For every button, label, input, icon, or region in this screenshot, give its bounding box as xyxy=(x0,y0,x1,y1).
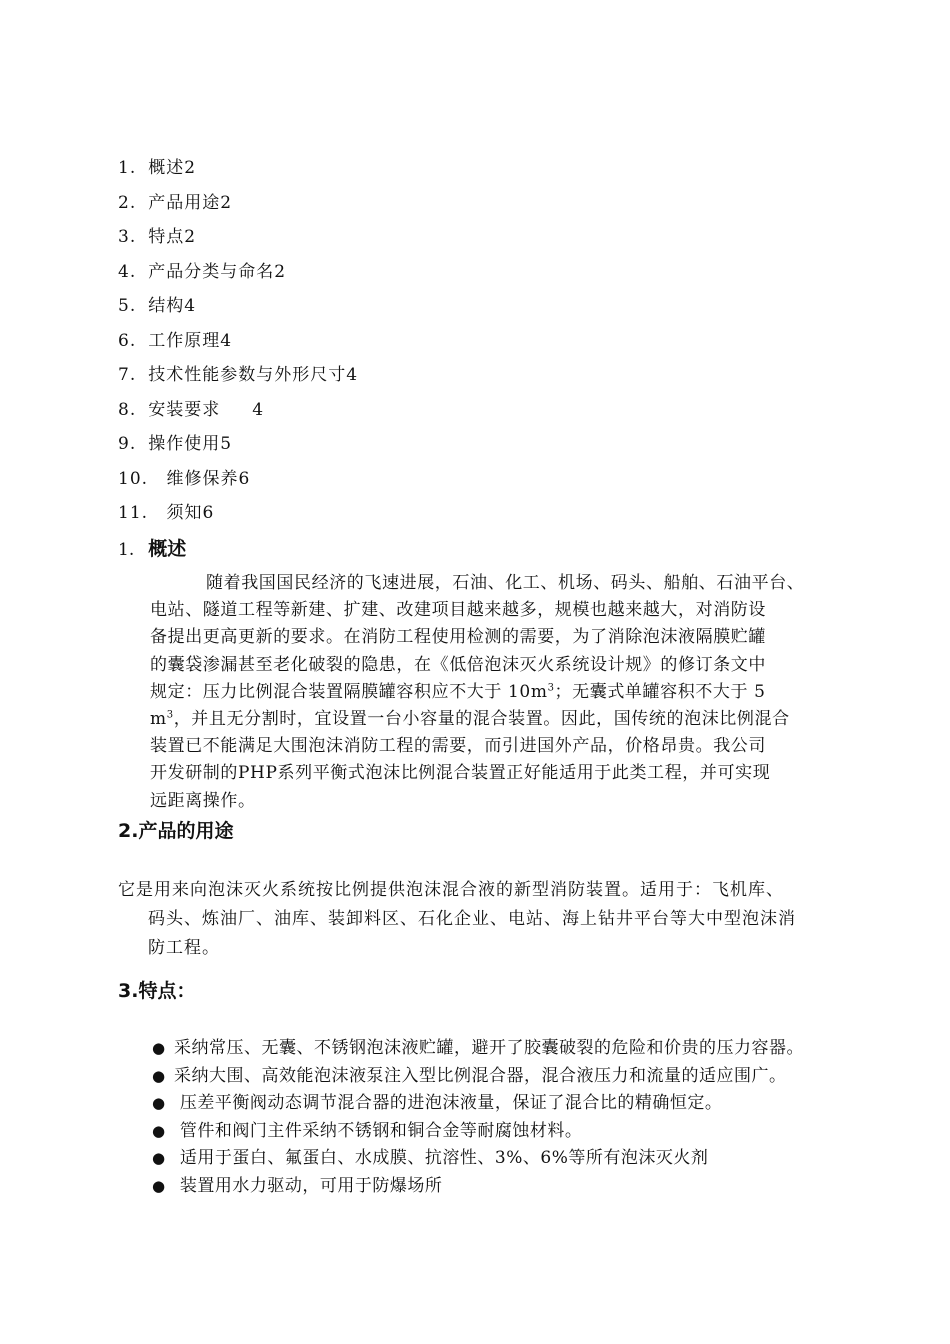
paragraph-line: ，并且无分割时，宜设置一台小容量的混合装置。因此，国传统的泡沫比例混合 xyxy=(173,708,790,729)
paragraph-line: 装置已不能满足大围泡沫消防工程的需要，而引进国外产品，价格昂贵。我公司 xyxy=(150,736,766,757)
section-title: 概述 xyxy=(148,538,187,560)
list-item-text: 管件和阀门主件采纳不锈钢和铜合金等耐腐蚀材料。 xyxy=(174,1120,583,1141)
feature-list xyxy=(152,1035,872,1200)
toc-item-label: 操作使用5 xyxy=(148,434,233,454)
bullet-icon: ● xyxy=(152,1094,166,1112)
section-number: 1. xyxy=(118,540,135,560)
paragraph-line: 的囊袋渗漏甚至老化破裂的隐患，在《低倍泡沫灭火系统设计规》的修订条文中 xyxy=(150,654,766,675)
paragraph-line: 远距离操作。 xyxy=(150,790,256,811)
superscript: 3 xyxy=(166,709,174,721)
usage-paragraph xyxy=(118,876,848,963)
paragraph-line: 电站、隧道工程等新建、扩建、改建项目越来越多，规模也越来越大，对消防设 xyxy=(150,600,766,621)
toc-item-number: 6. xyxy=(118,330,137,351)
paragraph-line: ；无囊式单罐容积不大于 5 xyxy=(554,681,766,702)
toc-item xyxy=(118,224,818,259)
toc-item-label: 须知6 xyxy=(160,503,215,523)
toc-item-number: 3. xyxy=(118,227,137,247)
bullet-icon: ● xyxy=(152,1176,166,1195)
bullet-icon: ● xyxy=(152,1121,166,1140)
toc-item-label: 概述2 xyxy=(148,158,197,178)
section-heading-features: 3.特点： xyxy=(118,980,196,1002)
toc-item-label: 特点2 xyxy=(148,227,197,247)
paragraph-line: 规定：压力比例混合装置隔膜罐容积应不大于 10m xyxy=(150,681,548,702)
toc-item xyxy=(118,259,818,294)
toc-item-label: 工作原理4 xyxy=(148,330,233,351)
toc-item-number: 2. xyxy=(118,192,137,213)
toc-item-label: 产品分类与命名2 xyxy=(148,261,287,282)
list-item-text: 适用于蛋白、氟蛋白、水成膜、抗溶性、3%、6%等所有泡沫灭火剂 xyxy=(174,1148,709,1168)
toc-item-number: 9. xyxy=(118,434,137,454)
list-item-text: 采纳大围、高效能泡沫液泵注入型比例混合器，混合液压力和流量的适应围广。 xyxy=(174,1065,787,1086)
overview-paragraph xyxy=(150,570,850,815)
toc-item xyxy=(118,362,818,397)
toc-item xyxy=(118,466,818,501)
toc-item-label: 产品用途2 xyxy=(148,192,233,213)
toc-item-label: 安装要求 4 xyxy=(148,399,265,420)
toc-item xyxy=(118,397,818,432)
toc-item xyxy=(118,500,818,535)
paragraph-line: 随着我国国民经济的飞速进展，石油、化工、机场、码头、船舶、石油平台、 xyxy=(206,573,805,593)
paragraph-line: 它是用来向泡沫灭火系统按比例提供泡沫混合液的新型消防装置。适用于：飞机库、 xyxy=(118,880,784,900)
list-item xyxy=(152,1173,872,1201)
paragraph-line: 防工程。 xyxy=(148,938,220,958)
list-item xyxy=(152,1035,872,1063)
toc-item-number: 11. xyxy=(118,503,149,523)
toc-item xyxy=(118,431,818,466)
toc-item-label: 结构4 xyxy=(148,296,197,316)
toc-item xyxy=(118,293,818,328)
paragraph-line: m xyxy=(150,708,167,729)
toc-item-number: 1. xyxy=(118,158,137,178)
list-item xyxy=(152,1145,872,1173)
superscript: 3 xyxy=(547,682,555,694)
toc-item-number: 10. xyxy=(118,468,149,489)
table-of-contents xyxy=(118,155,818,535)
toc-item xyxy=(118,155,818,190)
section-heading-overview xyxy=(118,536,186,563)
toc-item-label: 技术性能参数与外形尺寸4 xyxy=(148,365,359,385)
list-item xyxy=(152,1118,872,1146)
section-heading-usage: 2.产品的用途 xyxy=(118,820,234,842)
bullet-icon: ● xyxy=(152,1039,166,1057)
paragraph-line: 备提出更高更新的要求。在消防工程使用检测的需要，为了消除泡沫液隔膜贮罐 xyxy=(150,627,766,648)
toc-item xyxy=(118,190,818,225)
toc-item-number: 5. xyxy=(118,296,137,316)
list-item-text: 装置用水力驱动，可用于防爆场所 xyxy=(174,1175,443,1196)
toc-item xyxy=(118,328,818,363)
list-item xyxy=(152,1090,872,1118)
toc-item-number: 7. xyxy=(118,365,137,385)
bullet-icon: ● xyxy=(152,1066,166,1085)
list-item-text: 压差平衡阀动态调节混合器的进泡沫液量，保证了混合比的精确恒定。 xyxy=(174,1093,723,1113)
paragraph-line: 开发研制的PHP系列平衡式泡沫比例混合装置正好能适用于此类工程，并可实现 xyxy=(150,763,771,784)
list-item-text: 采纳常压、无囊、不锈钢泡沫液贮罐，避开了胶囊破裂的危险和价贵的压力容器。 xyxy=(174,1038,804,1058)
toc-item-number: 8. xyxy=(118,399,137,420)
paragraph-line: 码头、炼油厂、油库、装卸料区、石化企业、电站、海上钻井平台等大中型泡沫消 xyxy=(148,909,796,929)
toc-item-number: 4. xyxy=(118,261,137,282)
list-item xyxy=(152,1063,872,1091)
bullet-icon: ● xyxy=(152,1149,166,1167)
toc-item-label: 维修保养6 xyxy=(160,468,251,489)
